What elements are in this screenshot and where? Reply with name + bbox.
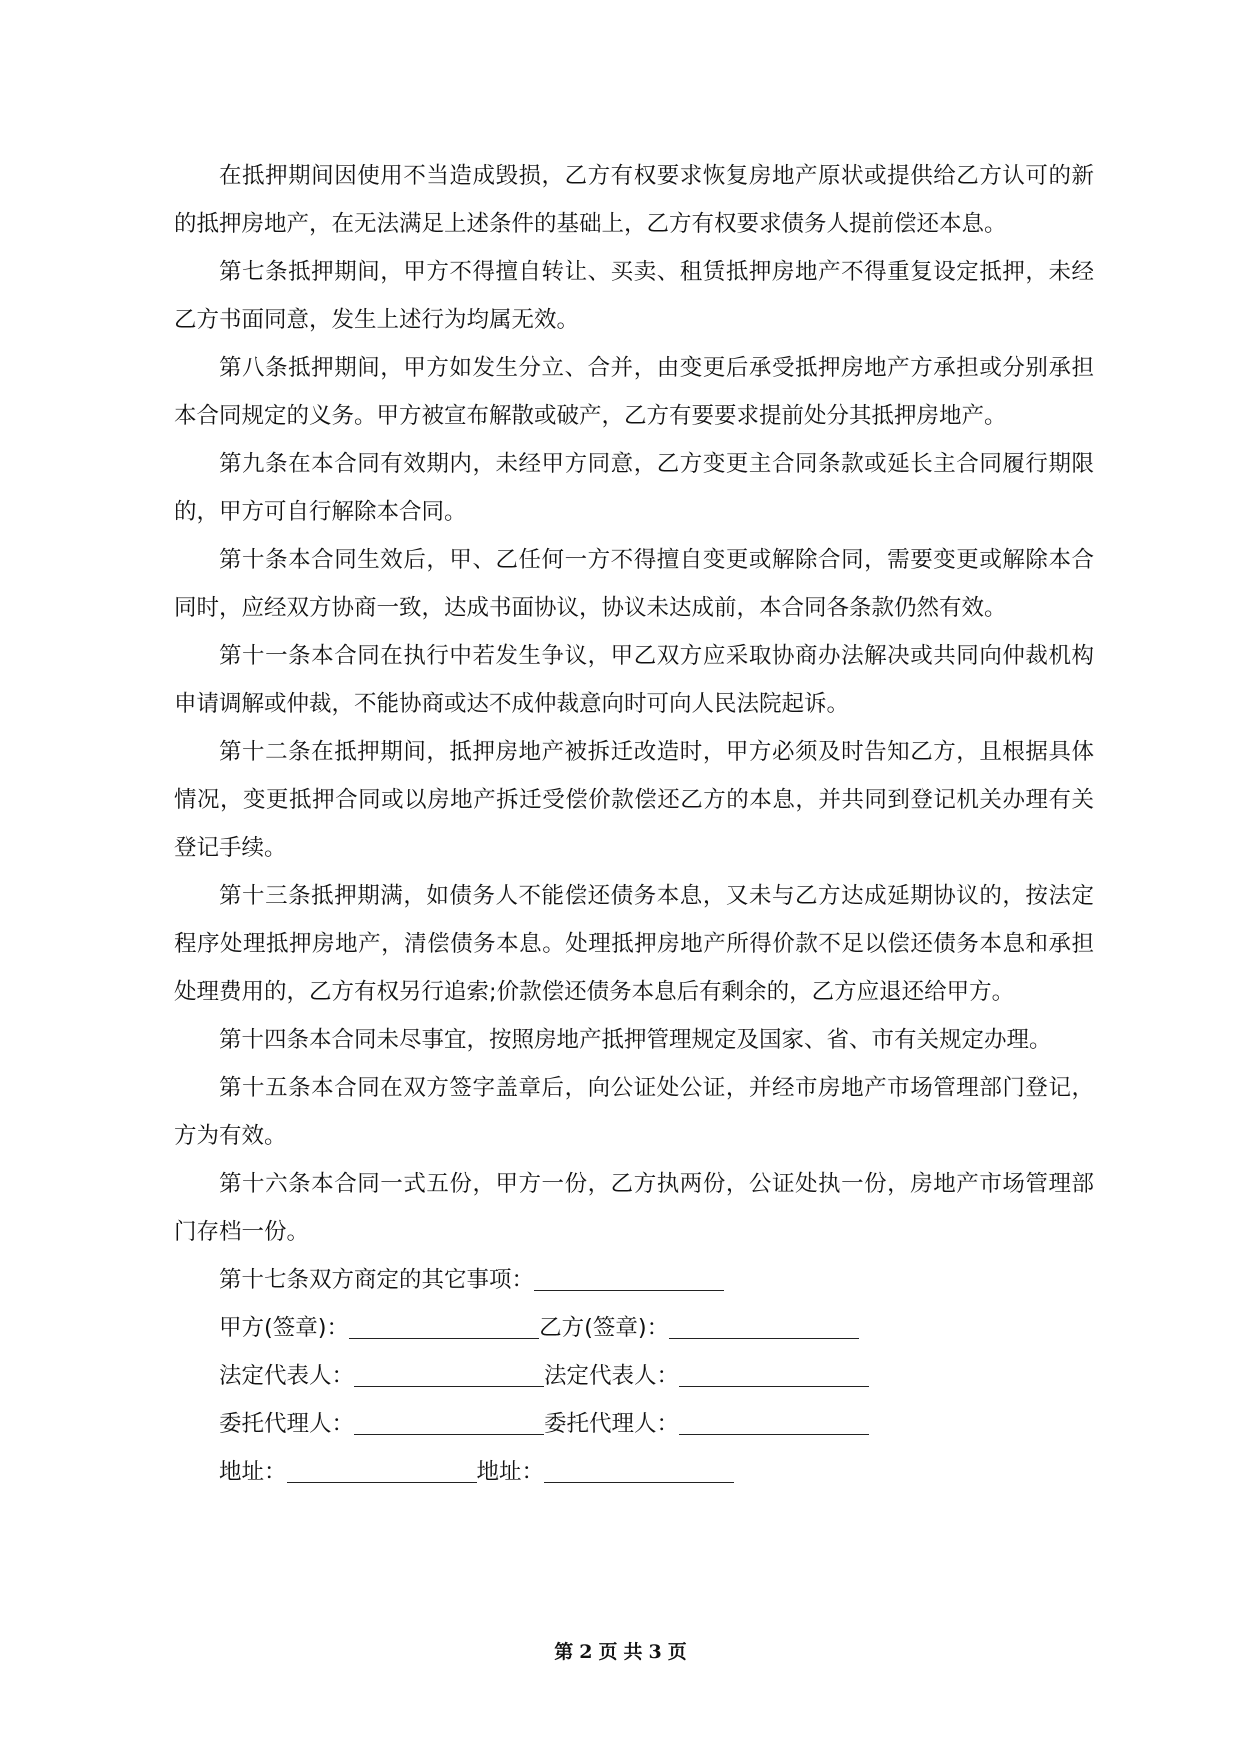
clause-paragraph: 第十五条本合同在双方签字盖章后，向公证处公证，并经市房地产市场管理部门登记，方为有效。 [174, 1075, 1094, 1149]
clause-paragraph: 第九条在本合同有效期内，未经甲方同意，乙方变更主合同条款或延长主合同履行期限的，甲方可自行解除本合同。 [174, 451, 1094, 525]
party-b-blank [669, 1316, 859, 1339]
page-number-footer [0, 1640, 1241, 1664]
party-a-blank [349, 1316, 539, 1339]
contract-body [174, 152, 1094, 1496]
other-matters-label: 第十七条双方商定的其它事项： [219, 1267, 535, 1293]
clause-paragraph: 第十条本合同生效后，甲、乙任何一方不得擅自变更或解除合同，需要变更或解除本合同时，应经双方协商一致，达成书面协议，协议未达成前，本合同各条款仍然有效。 [174, 547, 1094, 621]
address-line [174, 1448, 1094, 1496]
footer-total-pages: 3 [648, 1641, 662, 1663]
footer-current-page: 2 [579, 1641, 593, 1663]
legal-rep-a-label: 法定代表人： [219, 1363, 355, 1389]
legal-rep-b-label: 法定代表人： [544, 1363, 680, 1389]
footer-page-word: 页 [598, 1641, 618, 1663]
party-b-label: 乙方(签章)： [539, 1315, 670, 1341]
clause-paragraph: 第十一条本合同在执行中若发生争议，甲乙双方应采取协商办法解决或共同向仲裁机构申请调解或仲裁，不能协商或达不成仲裁意向时可向人民法院起诉。 [174, 643, 1094, 717]
clause-paragraph: 第八条抵押期间，甲方如发生分立、合并，由变更后承受抵押房地产方承担或分别承担本合同规定的义务。甲方被宣布解散或破产，乙方有要要求提前处分其抵押房地产。 [174, 355, 1094, 429]
clause-paragraph: 第十六条本合同一式五份，甲方一份，乙方执两份，公证处执一份，房地产市场管理部门存档一份。 [174, 1171, 1094, 1245]
clause-paragraph: 第十二条在抵押期间，抵押房地产被拆迁改造时，甲方必须及时告知乙方，且根据具体情况，变更抵押合同或以房地产拆迁受偿价款偿还乙方的本息，并共同到登记机关办理有关登记手续。 [174, 739, 1094, 861]
clause-paragraph: 在抵押期间因使用不当造成毁损，乙方有权要求恢复房地产原状或提供给乙方认可的新的抵押房地产，在无法满足上述条件的基础上，乙方有权要求债务人提前偿还本息。 [174, 163, 1094, 237]
address-a-blank [287, 1460, 477, 1483]
address-b-label: 地址： [476, 1459, 545, 1485]
other-matters-blank [534, 1268, 724, 1291]
legal-rep-b-blank [679, 1364, 869, 1387]
legal-rep-line [174, 1352, 1094, 1400]
other-matters-line [174, 1256, 1094, 1304]
clause-paragraph: 第十四条本合同未尽事宜，按照房地产抵押管理规定及国家、省、市有关规定办理。 [219, 1027, 1052, 1053]
footer-total-word: 共 [623, 1641, 643, 1663]
agent-line [174, 1400, 1094, 1448]
party-signature-line [174, 1304, 1094, 1352]
footer-suffix: 页 [667, 1641, 687, 1663]
agent-a-blank [354, 1412, 544, 1435]
legal-rep-a-blank [354, 1364, 544, 1387]
address-b-blank [544, 1460, 734, 1483]
footer-prefix: 第 [554, 1641, 574, 1663]
address-a-label: 地址： [219, 1459, 287, 1485]
agent-b-blank [679, 1412, 869, 1435]
clause-paragraph: 第七条抵押期间，甲方不得擅自转让、买卖、租赁抵押房地产不得重复设定抵押，未经乙方书面同意，发生上述行为均属无效。 [174, 259, 1094, 333]
agent-b-label: 委托代理人： [544, 1411, 680, 1437]
party-a-label: 甲方(签章)： [219, 1315, 350, 1341]
clause-paragraph: 第十三条抵押期满，如债务人不能偿还债务本息，又未与乙方达成延期协议的，按法定程序处理抵押房地产，清偿债务本息。处理抵押房地产所得价款不足以偿还债务本息和承担处理费用的，乙方有权另行追索;价款偿还债务本息后有剩余的，乙方应退还给甲方。 [174, 883, 1094, 1005]
agent-a-label: 委托代理人： [219, 1411, 355, 1437]
